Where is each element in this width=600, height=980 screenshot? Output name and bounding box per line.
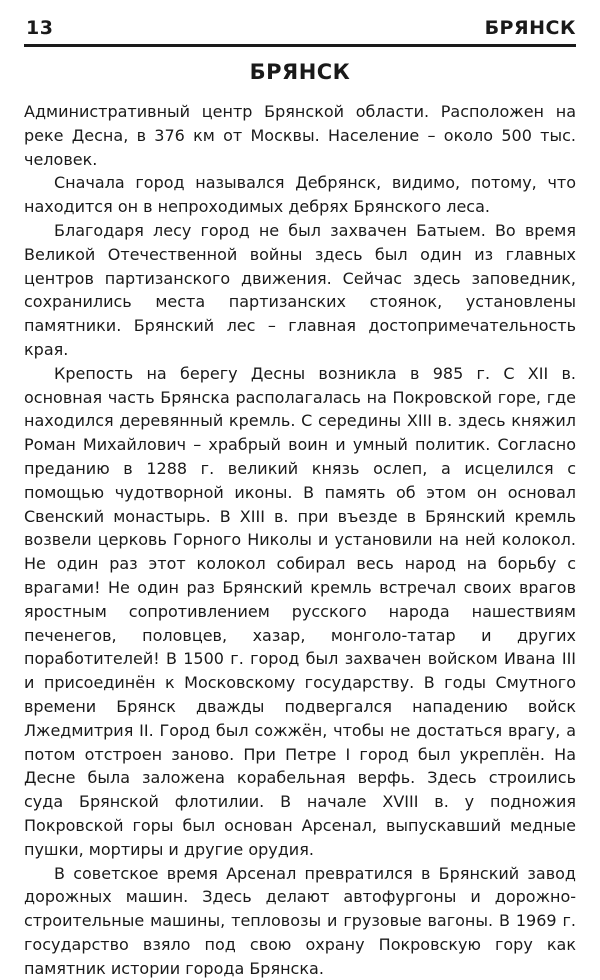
article-title: БРЯНСК (0, 60, 600, 84)
paragraph: Благодаря лесу город не был захвачен Батыем. Во время Великой Отечественной войны здесь был один из главных центров партизанского движения. Сейчас здесь заповедник, сохранились места партизанских стоянок, установлены памятники. Брянский лес – главная достопримечательность края. (24, 219, 576, 362)
paragraph: В советское время Арсенал превратился в Брянский завод дорожных машин. Здесь делают автофургоны и дорожно-строительные машины, тепловозы и грузовые вагоны. В 1969 г. государство взяло под свою охрану Покровскую гору как памятник истории города Брянска. (24, 862, 576, 980)
article-body (24, 100, 576, 980)
page-number: 13 (26, 17, 53, 39)
paragraph: Административный центр Брянской области. Расположен на реке Десна, в 376 км от Москвы. Население – около 500 тыс. человек. (24, 100, 576, 171)
page-header (26, 14, 576, 42)
running-title: БРЯНСК (485, 17, 576, 39)
paragraph: Сначала город назывался Дебрянск, видимо, потому, что находится он в непроходимых дебрях Брянского леса. (24, 171, 576, 219)
paragraph: Крепость на берегу Десны возникла в 985 г. С XII в. основная часть Брянска располагалась на Покровской горе, где находился деревянный кремль. С середины XIII в. здесь княжил Роман Михайлович – храбрый воин и умный политик. Согласно преданию в 1288 г. великий князь ослеп, а исцелился с помощью чудотворной иконы. В память об этом он основал Свенский монастырь. В XIII в. при въезде в Брянский кремль возвели церковь Горного Николы и установили на ней колокол. Не один раз этот колокол собирал весь народ на борьбу с врагами! Не один раз Брянский кремль встречал своих врагов яростным сопротивлением русского народа нашествиям печенегов, половцев, хазар, монголо-татар и других поработителей! В 1500 г. город был захвачен войском Ивана III и присоединён к Московскому государству. В годы Смутного времени Брянск дважды подвергался нападению войск Лжедмитрия II. Город был сожжён, чтобы не достаться врагу, а потом отстроен заново. При Петре I город был укреплён. На Десне была заложена корабельная верфь. Здесь строились суда Брянской флотилии. В начале XVIII в. у подножия Покровской горы был основан Арсенал, выпускавший медные пушки, мортиры и другие орудия. (24, 362, 576, 862)
header-rule (24, 44, 576, 47)
